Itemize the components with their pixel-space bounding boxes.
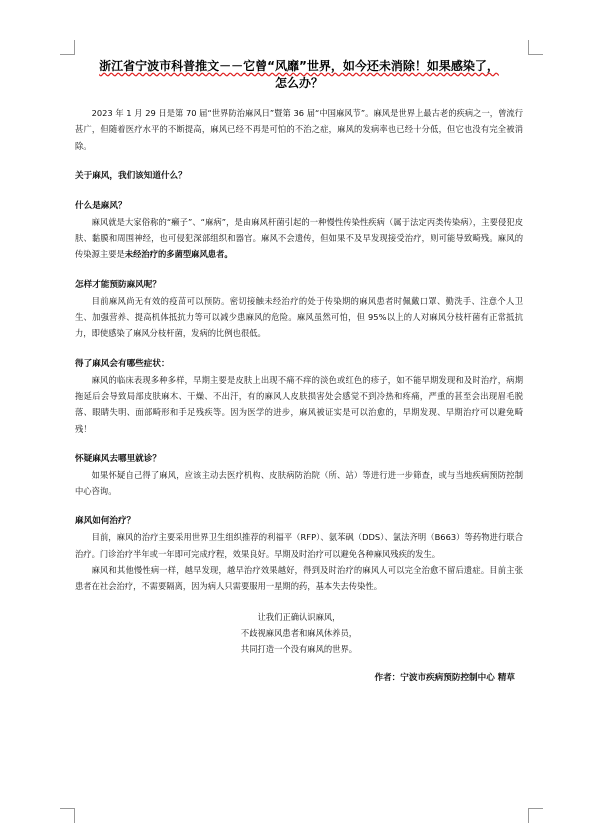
document-title [75,58,523,92]
section-heading-about: 关于麻风，我们该知道什么？ [75,170,187,181]
section-paragraph: 如果怀疑自己得了麻风，应该主动去医疗机构、皮肤病防治院（所、站）等进行进一步筛查，或与当地疾病预防控制中心咨询。 [75,469,523,497]
page-corner-mark [528,808,543,823]
section-paragraph: 麻风和其他慢性病一样，越早发现，越早治疗效果越好，得到及时治疗的麻风人可以完全治愈不留后遗症。目前主张患者在社会治疗，不需要隔离，因为病人只需要服用一星期的药，基本失去传染性。 [75,565,523,592]
page-corner-mark [60,40,75,55]
page-corner-mark [60,808,75,823]
section-heading-where: 怀疑麻风去哪里就诊？ [75,453,161,464]
closing-verse [75,609,523,657]
section-paragraph [75,214,523,263]
section-heading-prevention: 怎样才能预防麻风呢？ [75,279,161,290]
intro-paragraph: 2023 年 1 月 29 日是第 70 届“世界防治麻风日”暨第 36 届“中国麻风节”。麻风是世界上最古老的疾病之一，曾流行甚广，但随着医疗水平的不断提高，麻风已经不再是可怕的不治之症，麻风的发病率也已经十分低，但它也没有完全被消除。 [75,108,523,151]
author-name: 宁波市疾病预防控制中心 精草 [400,672,515,683]
paragraph-bold-text: 未经治疗的多菌型麻风患者。 [124,249,233,260]
section-paragraph: 目前麻风尚无有效的疫苗可以预防。密切接触未经治疗的处于传染期的麻风患者时佩戴口罩、勤洗手、注意个人卫生、加强营养、提高机体抵抗力等可以减少患麻风的危险。麻风虽然可怕，但 95%以上的人对麻风分枝杆菌有正常抵抗力，即使感染了麻风分枝杆菌，发病的比例也很低。 [75,295,523,339]
section-paragraph: 目前，麻风的治疗主要采用世界卫生组织推荐的利福平（RFP）、氨苯砜（DDS）、氯法齐明（B663）等药物进行联合治疗。门诊治疗半年或一年即可完成疗程，效果良好。早期及时治疗可以避免各种麻风残疾的发生。 [75,532,523,559]
title-line-2: 怎么办？ [274,76,323,90]
title-line-1: 浙江省宁波市科普推文－－它曾“风靡”世界，如今还未消除！如果感染了， [99,59,499,73]
author-line [75,671,515,683]
page-corner-mark [528,40,543,55]
author-label: 作者： [374,672,401,683]
closing-line: 共同打造一个没有麻风的世界。 [240,643,358,654]
section-paragraph: 麻风的临床表现多种多样，早期主要是皮肤上出现不痛不痒的淡色或红色的疹子，如不能早期发现和及时治疗，病期拖延后会导致局部皮肤麻木、干燥、不出汗，有的麻风人皮肤损害处会感觉不到冷热和疼痛，严重的甚至会出现眉毛脱落、眼睛失明、面部畸形和手足残疾等。因为医学的进步，麻风被证实是可以治愈的，早期发现、早期治疗可以避免畸残！ [75,374,523,434]
section-heading-treatment: 麻风如何治疗？ [75,516,136,527]
closing-line: 不歧视麻风患者和麻风休养员， [240,627,358,638]
paragraph-text: 麻风就是大家俗称的“癞子”、“麻病”，是由麻风杆菌引起的一种慢性传染性疾病（属于法定丙类传染病），主要侵犯皮肤、黏膜和周围神经，也可侵犯深部组织和器官。麻风不会遗传，但如果不及早发现接受治疗，则可能导致畸残。麻风的传染源主要是 [75,216,523,260]
closing-line: 让我们正确认识麻风， [257,611,341,622]
section-heading-symptoms: 得了麻风会有哪些症状： [75,358,170,369]
document-body [75,58,523,683]
section-heading-what: 什么是麻风？ [75,200,127,211]
